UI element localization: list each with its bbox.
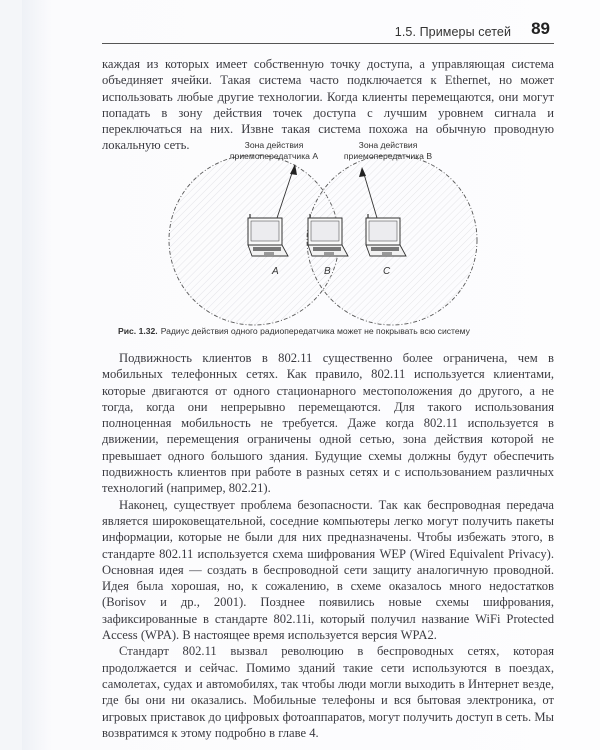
zone-b-label [326, 140, 450, 161]
paragraph-text: каждая из которых имеет собственную точку доступа, а управляющая система объединяет ячейки. Такая система часто подключается к Ethernet, но может использовать любые другие технологии. Когда клиенты перемещаются, они могут попадать в зону действия точек доступа с лучшим уровнем сигнала и переключаться на них. Извне такая система похожа на обычную проводную локальную сеть. [102, 57, 554, 153]
paragraph-mobility: Подвижность клиентов в 802.11 существенно более ограничена, чем в мобильных телефонных сетях. Как правило, 802.11 используется клиентами, которые двигаются от одного стационарного местоположения до другого, а не тогда, когда они непрерывно перемещаются. Для такого использования полноценная мобильность не требуется. Даже когда 802.11 используется в движении, перемещения ограничены одной сетью, зона действия которой не превышает одного большого здания. Будущие схемы должны будут обеспечить подвижность клиентов при работе в разных сетях и с использованием различных технологий (например, 802.21). [102, 351, 554, 496]
zone-b-label-line1: Зона действия [358, 140, 418, 150]
laptop-c-label: C [383, 266, 391, 277]
figure-1-32 [102, 138, 554, 328]
figure-caption [118, 326, 558, 336]
laptop-b-label: B [324, 266, 331, 277]
caption-number: Рис. 1.32. [118, 326, 158, 336]
zone-a-label-line2: приемопередатчика A [229, 150, 319, 161]
paragraph-revolution: Стандарт 802.11 вызвал революцию в беспроводных сетях, которая продолжается и сейчас. Помимо зданий такие сети используются в поездах, самолетах, судах и автомобилях, так чтобы люди могли выходить в Интернет везде, где бы они ни оказались. Мобильные телефоны и вся бытовая электроника, от игровых приставок до цифровых фотоаппаратов, могут получить доступ в сеть. Мы возвратимся к этому подробно в главе 4. [102, 644, 554, 740]
coverage-diagram [102, 138, 554, 328]
laptop-b-icon [308, 214, 348, 256]
body-text [102, 350, 554, 741]
paragraph-security: Наконец, существует проблема безопасности. Так как беспроводная передача является широковещательной, соседние компьютеры легко могут получить пакеты информации, которые не были для них предназначены. Чтобы избежать этого, в стандарте 802.11 используется схема шифрования WEP (Wired Equivalent Privacy). Основная идея — создать в беспроводной сети защиту аналогичную проводной. Идея была хорошая, но, к сожалению, в схеме оказалось много недостатков (Borisov и др., 2001). Позднее появились новые схемы шифрования, зафиксированные в стандарте 802.11i, который получил название WiFi Protected Access (WPA). В настоящее время используется версия WPA2. [102, 497, 554, 643]
laptop-a-icon [248, 214, 288, 256]
page-number: 89 [531, 19, 550, 38]
book-page [22, 0, 600, 750]
zone-a-label-line1: Зона действия [244, 140, 304, 150]
running-header [102, 18, 554, 44]
zone-a-label [214, 140, 334, 161]
section-title: 1.5. Примеры сетей [394, 25, 512, 39]
laptop-c-icon [366, 214, 406, 256]
caption-text: Радиус действия одного радиопередатчика может не покрывать всю систему [160, 326, 470, 336]
laptop-a-label: A [272, 266, 279, 277]
zone-b-label-line2: приемопередатчика B [343, 150, 433, 161]
